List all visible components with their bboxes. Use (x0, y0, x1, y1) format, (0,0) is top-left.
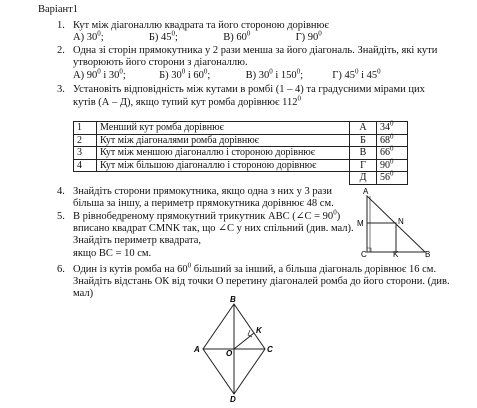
q1-opt-b: Б) 45 (148, 32, 172, 43)
q6-line3: мал) (73, 288, 94, 299)
q2-line1: Одна зі сторін прямокутника у 2 рази менша за його діагональ. Знайдіть, які кути (73, 45, 438, 56)
q2-number: 2. (57, 45, 65, 56)
q1-opt-d: Г) 90 (295, 32, 319, 43)
q2-options: А) $90^0$ і $30^0$; Б) $30^0$ і $60^0$; В) $30^0$ і $150^0$; Г) $45^0$ і $45^0$ (73, 67, 381, 81)
q1-options: А) $30^0$; Б) $45^0$; В) $60^0$ Г) $90^0$ (73, 29, 322, 43)
rhombus-figure (190, 294, 282, 404)
q5-line1: В рівнобедреному прямокутний трикутник АВС (∠С = $90^0$) (73, 208, 341, 222)
table-row: 1 Менший кут ромба дорівнює А $34^0$ (74, 122, 408, 135)
q1-opt-c: В) 60 (223, 32, 247, 43)
q3-line1: Установіть відповідність між кутами в ромбі (1 – 4) та градусними мірами цих (73, 84, 425, 95)
label-m: M (357, 219, 364, 228)
label-a: A (194, 345, 200, 354)
q1-number: 1. (57, 20, 65, 31)
q1-text: Кут між діагоналлю квадрата та його стороною дорівнює (73, 20, 329, 31)
label-a: A (363, 187, 369, 196)
q5-line4: якщо ВС = 10 см. (73, 248, 152, 259)
triangle-figure (355, 186, 435, 258)
q2-line2: утворюють його сторони з діагоналлю. (73, 57, 248, 68)
label-n: N (398, 217, 404, 226)
q5-number: 5. (57, 211, 65, 222)
table-row: 3 Кут між меншою діагоналлю і стороною дорівнює В $66^0$ (74, 147, 408, 160)
matching-table (73, 121, 408, 185)
q1-opt-a: А) 30 (73, 32, 98, 43)
label-c: C (361, 250, 367, 258)
table-row: Д $56^0$ (74, 172, 408, 185)
label-b: B (425, 250, 431, 258)
q3-line2: кутів (А – Д), якщо тупий кут ромба дорівнює $112^0$ (73, 94, 302, 108)
label-o: O (226, 349, 233, 358)
q4-number: 4. (57, 186, 65, 197)
q5-line2: вписано квадрат СМNК так, що ∠С у них спільний (див. мал). (73, 223, 354, 234)
q6-line2: Знайдіть відстань ОК від точки О перетину діагоналей ромба до його сторони. (див. (73, 276, 450, 287)
q4-line1: Знайдіть сторони прямокутника, якщо одна з них у 3 рази (73, 186, 333, 197)
q3-number: 3. (57, 84, 65, 95)
table-row: 2 Кут між діагоналями ромба дорівнює Б $68^0$ (74, 134, 408, 147)
table-row: 4 Кут між більшою діагоналлю і стороною дорівнює Г $90^0$ (74, 159, 408, 172)
q6-line1: Один із кутів ромба на $60^0$ більший за інший, а більша діагональ дорівнює 16 см. (73, 261, 437, 275)
label-b: B (230, 295, 236, 304)
label-k: K (256, 326, 262, 335)
label-c: C (267, 345, 273, 354)
label-d: D (230, 395, 236, 404)
label-k: K (393, 250, 399, 258)
q5-line3: Знайдіть периметр квадрата, (73, 235, 202, 246)
q4-line2: більша за іншу, а периметр прямокутника дорівнює 48 см. (73, 198, 334, 209)
variant-title: Варіант1 (38, 4, 78, 15)
q6-number: 6. (57, 264, 65, 275)
